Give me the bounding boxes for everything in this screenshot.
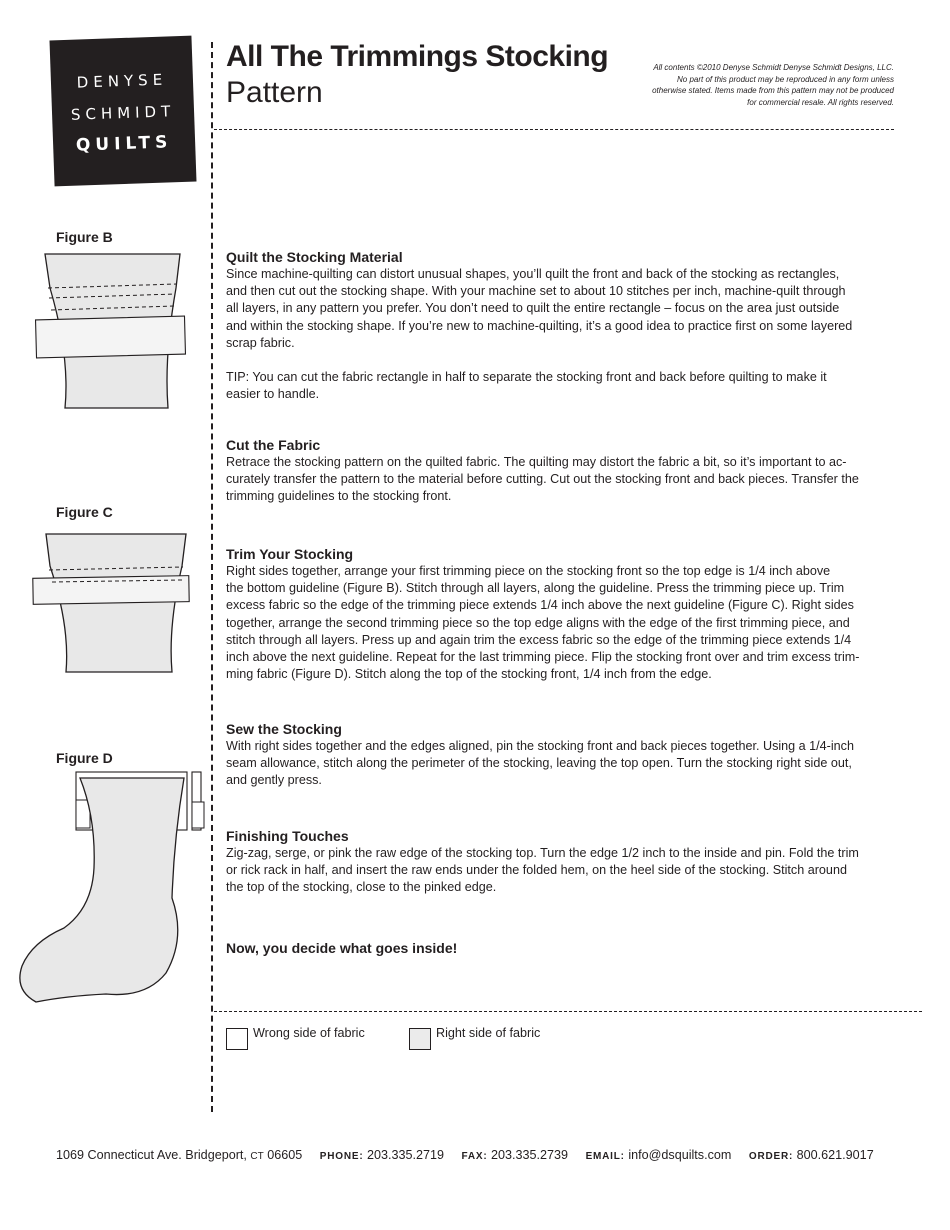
figure-c-label: Figure C <box>56 504 113 520</box>
section-finishing-touches <box>226 828 894 897</box>
text-line: Retrace the stocking pattern on the quilted fabric. The quilting may distort the fabric a bit, so it’s important to ac- <box>226 455 847 469</box>
section-heading: Sew the Stocking <box>226 721 342 737</box>
right-side-label: Right side of fabric <box>436 1026 541 1040</box>
text-line: excess fabric so the edge of the trimming piece extends 1/4 inch above the next guideline (Figure C). Right sides <box>226 598 854 613</box>
text-line: curately transfer the pattern to the material before cutting. Cut out the stocking front and back pieces. Transfer the <box>226 472 859 487</box>
text-line: the top of the stocking, close to the pinked edge. <box>226 880 497 895</box>
page-title: All The Trimmings Stocking <box>226 40 609 73</box>
legend-divider <box>214 1011 922 1012</box>
column-divider <box>211 42 213 1112</box>
figure-b-illustration <box>30 248 200 410</box>
section-heading: Cut the Fabric <box>226 437 321 453</box>
order-label: ORDER: <box>748 1151 794 1162</box>
closing-line: Now, you decide what goes inside! <box>226 940 458 956</box>
section-heading: Trim Your Stocking <box>226 546 354 562</box>
text-line: the bottom guideline (Figure B). Stitch through all layers, along the guideline. Press the trimming piece up. Trim <box>226 581 845 596</box>
copyright-line: All contents ©2010 Denyse Schmidt Denyse Schmidt Designs, LLC. <box>653 63 894 72</box>
logo-line-quilts: QUILTS <box>75 132 173 156</box>
text-line: scrap fabric. <box>226 335 295 350</box>
text-line: and gently press. <box>226 773 322 788</box>
text-line: and within the stocking shape. If you’re new to machine-quilting, it’s a good idea to practice first on some layered <box>226 318 853 333</box>
section-quilt-material <box>226 249 894 403</box>
figure-c-illustration <box>30 530 200 675</box>
text-line: Right sides together, arrange your first trimming piece on the stocking front so the top edge is 1/4 inch above <box>226 564 831 578</box>
copyright-notice <box>634 62 894 108</box>
brand-logo <box>49 36 196 187</box>
wrong-side-swatch <box>226 1028 248 1050</box>
figure-d-illustration <box>16 768 210 1008</box>
text-line: easier to handle. <box>226 387 320 402</box>
text-line: With right sides together and the edges aligned, pin the stocking front and back pieces together. Using a 1/4-inch <box>226 739 854 753</box>
section-cut-fabric <box>226 437 894 506</box>
section-heading: Finishing Touches <box>226 828 349 844</box>
section-sew-stocking <box>226 721 894 790</box>
text-line: seam allowance, stitch along the perimeter of the stocking, leaving the top open. Turn the stocking right side out, <box>226 756 852 771</box>
section-heading: Quilt the Stocking Material <box>226 249 403 265</box>
footer-state: CT <box>250 1151 264 1162</box>
text-line: and then cut out the stocking shape. With your machine set to about 10 stitches per inch, machine-quilt through <box>226 284 846 299</box>
logo-line-schmidt: SCHMIDT <box>70 102 176 124</box>
header-divider <box>214 129 894 130</box>
text-line: stitch through all layers. Press up and again trim the excess fabric so the edge of the trimming piece extends 1/4 <box>226 632 852 647</box>
copyright-line: otherwise stated. Items made from this pattern may not be produced <box>652 86 894 95</box>
footer-zip: 06605 <box>267 1148 303 1162</box>
wrong-side-label: Wrong side of fabric <box>253 1026 365 1040</box>
section-trim-stocking <box>226 546 894 683</box>
text-line: all layers, in any pattern you prefer. You don’t need to quilt the entire rectangle – focus on the area just outside <box>226 301 840 316</box>
figure-d-label: Figure D <box>56 750 113 766</box>
email-address[interactable]: info@dsquilts.com <box>628 1148 732 1162</box>
page-subtitle: Pattern <box>226 76 323 109</box>
right-side-swatch <box>409 1028 431 1050</box>
text-line: TIP: You can cut the fabric rectangle in half to separate the stocking front and back before quilting to make it <box>226 370 827 385</box>
section-paragraph <box>226 266 894 352</box>
fax-label: FAX: <box>461 1151 488 1162</box>
section-paragraph <box>226 845 894 897</box>
copyright-line: No part of this product may be reproduced in any form unless <box>677 74 894 84</box>
text-line: Zig-zag, serge, or pink the raw edge of the stocking top. Turn the edge 1/2 inch to the inside and pin. Fold the trim <box>226 846 859 860</box>
fax-number: 203.335.2739 <box>491 1148 569 1162</box>
footer-address: 1069 Connecticut Ave. Bridgeport, <box>56 1148 247 1162</box>
logo-line-denyse: DENYSE <box>76 70 168 92</box>
text-line: ming fabric (Figure D). Stitch along the top of the stocking front, 1/4 inch from the edge. <box>226 667 712 682</box>
figure-b-label: Figure B <box>56 229 113 245</box>
text-line: Since machine-quilting can distort unusual shapes, you’ll quilt the front and back of the stocking as rectangles, <box>226 267 840 281</box>
text-line: inch above the next guideline. Repeat for the last trimming piece. Flip the stocking front over and trim excess trim- <box>226 650 860 665</box>
phone-number: 203.335.2719 <box>366 1148 445 1162</box>
phone-label: PHONE: <box>319 1151 364 1162</box>
text-line: together, arrange the second trimming piece so the top edge aligns with the edge of the first trimming piece, and <box>226 615 850 630</box>
text-line: or rick rack in half, and insert the raw ends under the folded hem, on the heel side of the stocking. Stitch around <box>226 863 847 878</box>
order-number: 800.621.9017 <box>796 1148 874 1162</box>
tip-paragraph <box>226 369 894 403</box>
email-label: EMAIL: <box>585 1151 625 1162</box>
section-paragraph <box>226 454 894 506</box>
text-line: trimming guidelines to the stocking front. <box>226 489 452 504</box>
section-paragraph <box>226 563 894 683</box>
section-paragraph <box>226 738 894 790</box>
footer-contact <box>56 1148 874 1162</box>
copyright-line: for commercial resale. All rights reserved. <box>747 97 894 107</box>
